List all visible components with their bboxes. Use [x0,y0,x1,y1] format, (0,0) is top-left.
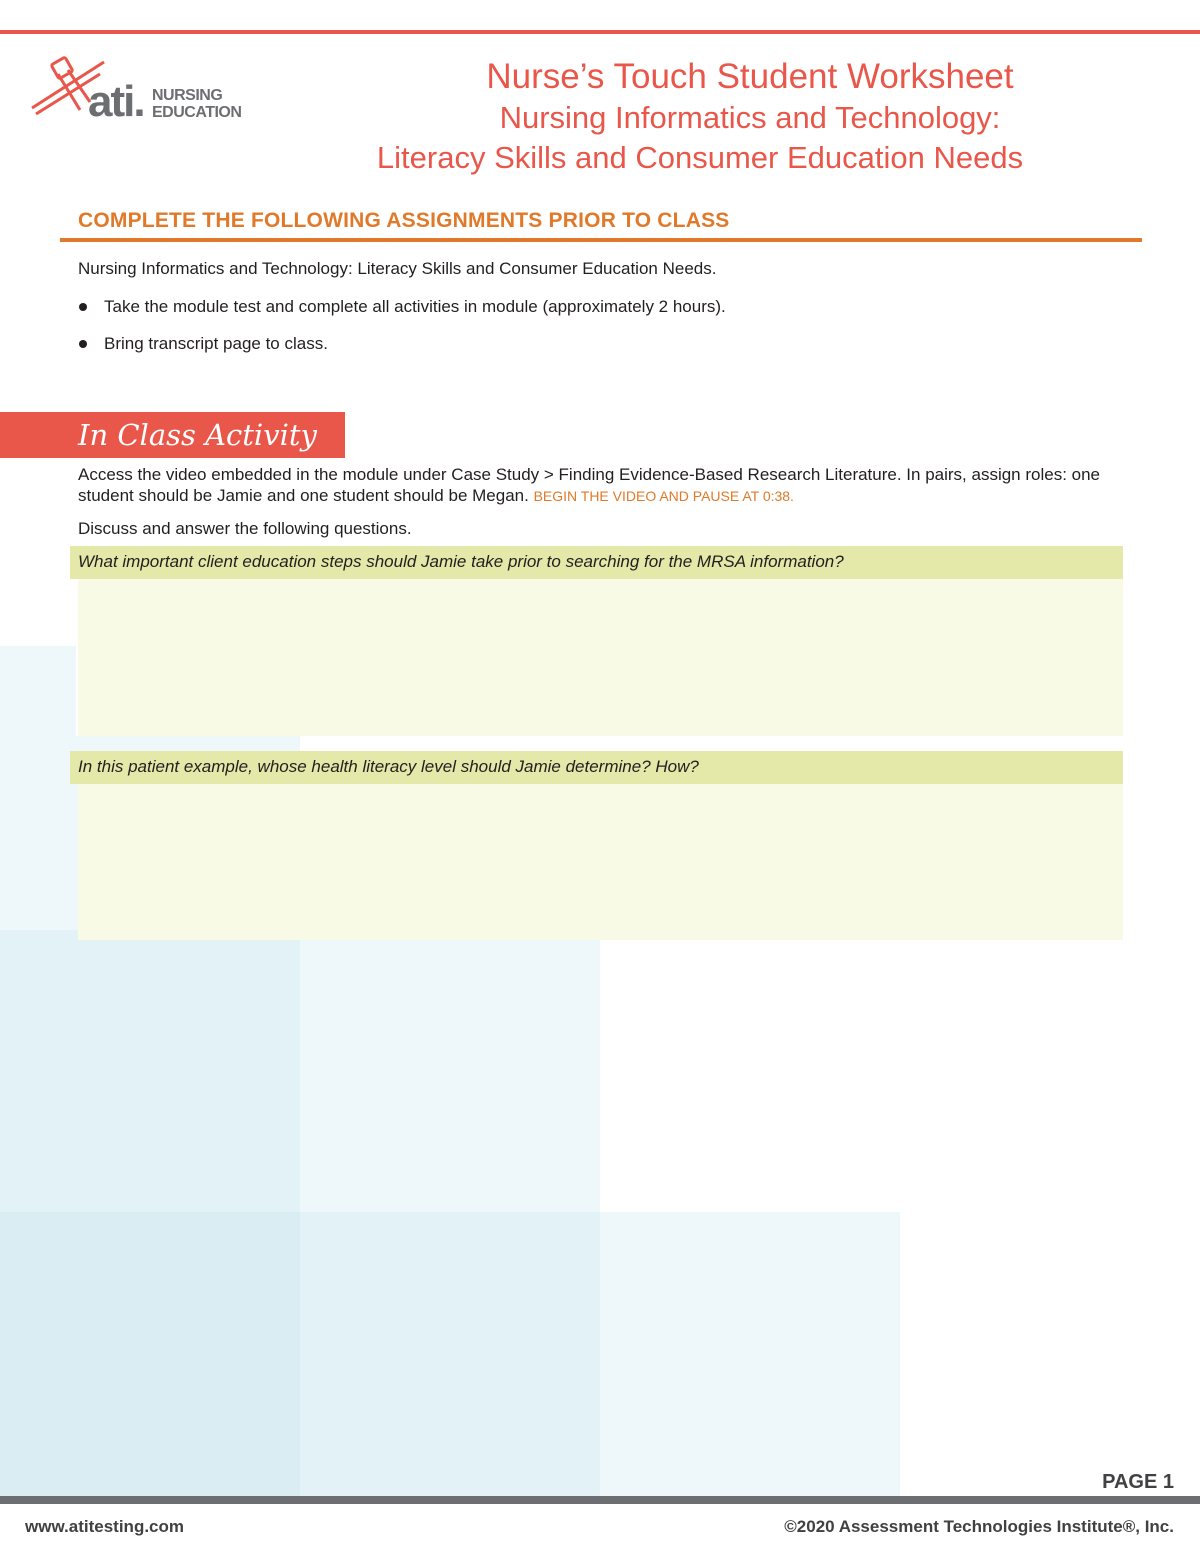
page-title: Nurse’s Touch Student Worksheet [486,57,1014,96]
footer-rule [0,1496,1200,1504]
list-item [78,296,726,318]
question-header [70,546,1123,579]
activity-instructions [78,464,1128,507]
discuss-prompt: Discuss and answer the following questions. [78,519,412,538]
list-item-text: Take the module test and complete all activities in module (approximately 2 hours). [104,297,726,316]
header-titles [200,56,1200,178]
page-subtitle-line1: Nursing Informatics and Technology: [499,100,1001,135]
question-text: What important client education steps should Jamie take prior to searching for the MRSA information? [78,552,844,571]
top-rule [0,30,1200,34]
logo-brand: ati. [88,77,144,126]
background-block [0,1212,300,1496]
activity-instructions-text: Access the video embedded in the module under Case Study > Finding Evidence-Based Research Literature. In pairs, assign roles: one student should be Jamie and one student should be Megan. [78,465,1101,505]
background-block [0,930,300,1212]
bullet-icon [79,340,87,348]
assignments-heading: COMPLETE THE FOLLOWING ASSIGNMENTS PRIOR TO CLASS [78,209,730,232]
background-block [300,1212,600,1496]
in-class-activity-banner [0,412,345,458]
answer-field[interactable] [78,579,1123,736]
footer-website-link[interactable]: www.atitesting.com [25,1517,185,1536]
logo-word-education: EDUCATION [152,104,242,121]
banner-label: In Class Activity [78,418,317,452]
logo-word-nursing: NURSING [152,87,223,104]
page-number: PAGE 1 [1102,1471,1174,1493]
background-block [600,1212,900,1496]
bullet-icon [79,303,87,311]
assignments-intro: Nursing Informatics and Technology: Literacy Skills and Consumer Education Needs. [78,259,717,278]
background-block [300,930,600,1212]
answer-field[interactable] [78,784,1123,940]
section-divider [60,238,1142,242]
question-header [70,751,1123,784]
question-text: In this patient example, whose health literacy level should Jamie determine? How? [78,757,699,776]
background-block [0,646,76,930]
activity-highlight: BEGIN THE VIDEO AND PAUSE AT 0:38. [533,488,794,504]
list-item [78,333,726,355]
assignments-list [78,296,726,370]
footer-copyright: ©2020 Assessment Technologies Institute®, Inc. [784,1517,1174,1536]
page-subtitle-line2: Literacy Skills and Consumer Education Needs [376,140,1024,175]
list-item-text: Bring transcript page to class. [104,334,328,353]
